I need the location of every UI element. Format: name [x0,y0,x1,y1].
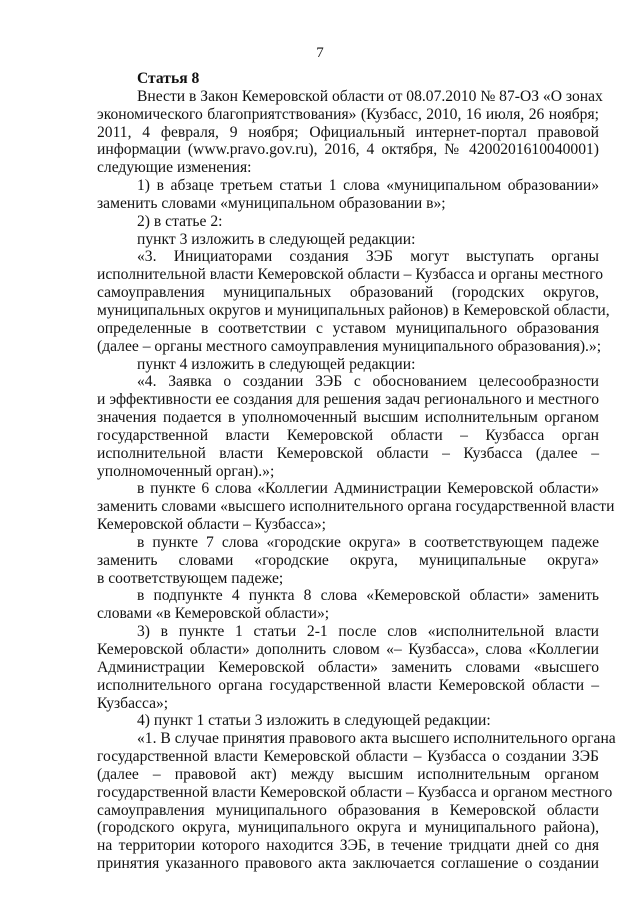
text-line: словами «в Кемеровской области»; [97,605,330,623]
text-line: в соответствующем падеже; [97,569,284,587]
text-line: государственной власти Кемеровской области – Кузбасса о создании ЗЭБ [97,748,599,766]
text-line: 4) пункт 1 статьи 3 изложить в следующей редакции: [137,712,491,730]
text-line: самоуправления муниципального образования в Кемеровской области [97,801,599,819]
text-line: в пункте 7 слова «городские округа» в соответствующем падеже [137,533,599,551]
text-line: следующие изменения: [97,159,252,177]
text-line: (городского округа, муниципального округа и муниципального района), [97,819,599,837]
text-line: Кузбасса»; [97,694,169,712]
text-line: информации (www.pravo.gov.ru), 2016, 4 октября, № 4200201610040001) [97,141,599,159]
text-line: исполнительной власти Кемеровской области – Кузбасса (далее – [97,444,599,462]
text-line: (далее – органы местного самоуправления муниципального образования).»; [97,337,602,355]
text-line: пункт 3 изложить в следующей редакции: [137,230,416,248]
text-line: пункт 4 изложить в следующей редакции: [137,355,416,373]
text-line: значения подается в уполномоченный высшим исполнительным органом [97,409,599,427]
text-line: уполномоченный орган).»; [97,462,275,480]
text-line: 2011, 4 февраля, 9 ноября; Официальный интернет-портал правовой [97,123,599,141]
text-line: исполнительной власти Кемеровской области – Кузбасса и органы местного [97,266,604,284]
text-line: определенные в соответствии с уставом муниципального образования [97,319,599,337]
text-line: Кемеровской области» дополнить словом «– Кузбасса», слова «Коллегии [97,641,599,658]
text-line: исполнительного органа государственной власти Кемеровской области – [97,676,599,694]
page-number: 7 [316,45,324,61]
text-line: самоуправления муниципальных образований (городских округов, [97,284,599,302]
text-line: заменить словами «муниципальном образовании в»; [97,194,446,212]
text-line: «3. Инициаторами создания ЗЭБ могут выступать органы [137,248,599,266]
text-line: экономического благоприятствования» (Кузбасс, 2010, 16 июля, 26 ноября; [97,105,599,123]
text-line: «1. В случае принятия правового акта высшего исполнительного органа [137,730,616,748]
text-line: 2) в статье 2: [137,212,223,230]
text-line: и эффективности ее создания для решения задач регионального и местного [97,391,599,409]
text-line: заменить словами «городские округа, муниципальные округа» [97,551,599,569]
text-line: заменить словами «высшего исполнительного органа государственной власти [97,498,615,516]
text-line: 1) в абзаце третьем статьи 1 слова «муниципальном образовании» [137,177,599,195]
text-line: (далее – правовой акт) между высшим исполнительным органом [97,765,599,783]
text-line: Кемеровской области – Кузбасса»; [97,516,326,534]
text-line: муниципальных округов и муниципальных районов) в Кемеровской области, [97,301,610,319]
text-line: «4. Заявка о создании ЗЭБ с обоснованием целесообразности [137,373,599,391]
text-line: на территории которого находится ЗЭБ, в течение тридцати дней со дня [97,837,599,855]
article-heading: Статья 8 [137,70,200,87]
text-line: в подпункте 4 пункта 8 слова «Кемеровской области» заменить [137,587,599,605]
text-line: 3) в пункте 1 статьи 2-1 после слов «исполнительной власти [137,623,599,641]
text-line: Внести в Закон Кемеровской области от 08.07.2010 № 87-ОЗ «О зонах [137,87,603,105]
text-line: Администрации Кемеровской области» заменить словами «высшего [97,658,599,676]
text-line: государственной власти Кемеровской области – Кузбасса орган [97,426,599,444]
text-line: принятия указанного правового акта заключается соглашение о создании [97,855,599,873]
text-line: в пункте 6 слова «Коллегии Администрации Кемеровской области» [137,480,599,498]
text-line: государственной власти Кемеровской области – Кузбасса и органом местного [97,783,613,801]
document-body [97,70,616,873]
